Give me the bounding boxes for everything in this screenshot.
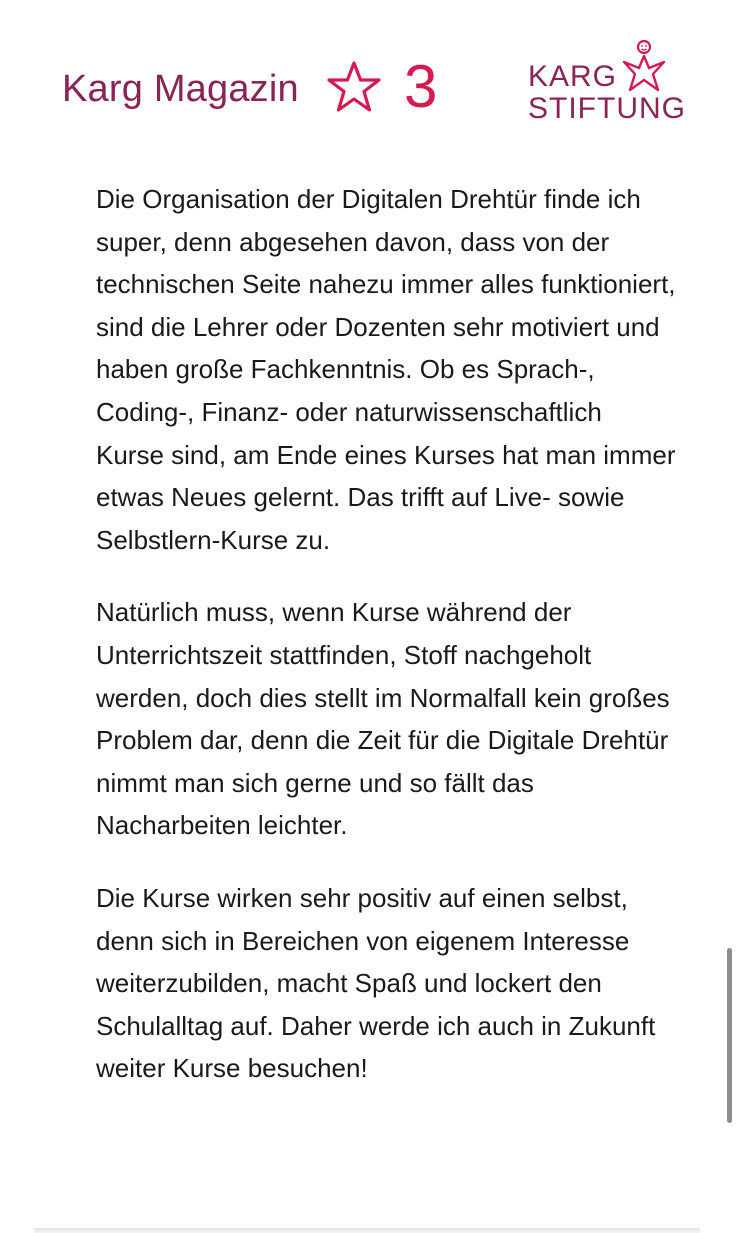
- bottom-divider: [34, 1228, 700, 1233]
- magazine-number: 3: [404, 53, 438, 120]
- page-header: [0, 0, 739, 150]
- karg-stiftung-logo: [528, 38, 686, 130]
- paragraph: Die Organisation der Digitalen Drehtür finde ich super, denn abgesehen davon, dass von der technischen Seite nahezu immer alles funktioniert, sind die Lehrer oder Dozenten sehr motiviert und haben große Fachkenntnis. Ob es Sprach-, Coding-, Finanz- oder naturwissenschaftlich Kurse sind, am Ende eines Kurses hat man immer etwas Neues gelernt. Das trifft auf Live- sowie Selbstlern-Kurse zu.: [96, 184, 676, 555]
- star-figure-icon: [618, 38, 670, 94]
- paragraph: Natürlich muss, wenn Kurse während der Unterrichtszeit stattfinden, Stoff nachgeholt werden, doch dies stellt im Normalfall kein großes Problem dar, denn die Zeit für die Digitale Drehtür nimmt man sich gerne und so fällt das Nacharbeiten leichter.: [96, 597, 670, 841]
- article-body: [96, 178, 676, 1120]
- logo-text-karg: KARG: [528, 60, 618, 93]
- star-outline-icon: [326, 60, 382, 114]
- paragraph: Die Kurse wirken sehr positiv auf einen selbst, denn sich in Bereichen von eigenem Interesse weiterzubilden, macht Spaß und lockert den Schulalltag auf. Daher werde ich auch in Zukunft weiter Kurse besuchen!: [96, 882, 656, 1084]
- magazine-title: Karg Magazin: [62, 68, 299, 110]
- scrollbar-thumb[interactable]: [727, 948, 732, 1123]
- logo-text-stiftung: STIFTUNG: [528, 92, 686, 125]
